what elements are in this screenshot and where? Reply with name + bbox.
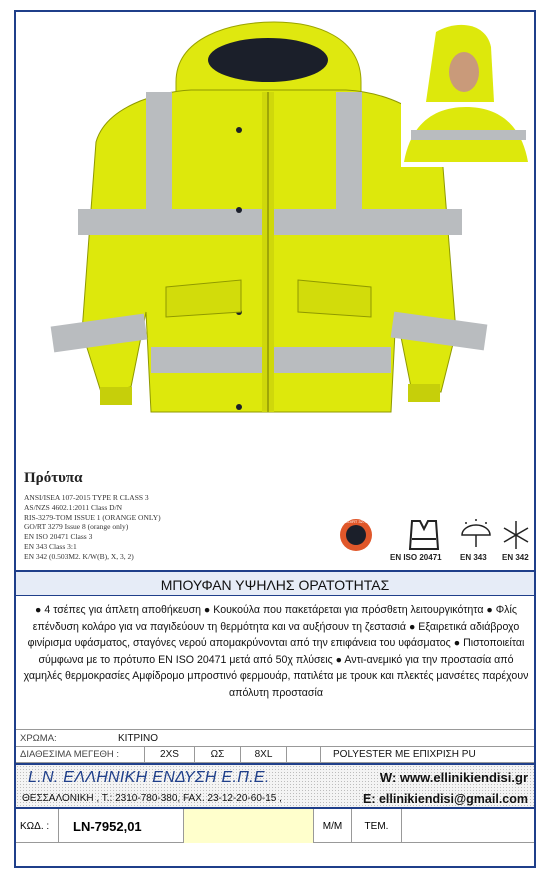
rain-umbrella-icon xyxy=(462,519,490,547)
certification-icons xyxy=(334,515,534,565)
sizes-label: ΔΙΑΘΕΣΙΜΑ ΜΕΓΕΘΗ : xyxy=(20,749,120,760)
product-description: ● 4 τσέπες για άπλετη αποθήκευση ● Κουκούλα που πακετάρεται για πρόσθετη λειτουργικότητα ● Φλίς επένδυση κολάρο για να παγιδεύουν τη θερμότητα και να αυξήσουν τη ζεστασιά ● Εξαιρετικά αδιάβροχο φινίρισμα υφάσματος, σταγόνες νερού απομακρύνονται από την επιφάνεια του υφάσματος ● Πιστοποιείται σύμφωνα με το πρότυπο EN ISO 20471 μετά από 50χ πλύσεις ● Αντι-ανεμικό για την προστασία από χαμηλές θερμοκρασίες Αμφίδρομο μπροστινό φερμουάρ, πατιλέτα με τρουκ και πλεκτές μανσέτες παρέχουν απόλυτη προστασία xyxy=(23,604,529,699)
standard-item: EN ISO 20471 Class 3 xyxy=(24,532,93,542)
bottom-blank-area xyxy=(16,843,534,866)
code-highlight-field[interactable] xyxy=(183,809,313,843)
color-label: ΧΡΩΜΑ: xyxy=(20,732,57,744)
material-value: POLYESTER ΜΕ ΕΠΙΧΡΙΣΗ PU xyxy=(320,747,534,762)
cert-en-343: EN 343 xyxy=(460,553,487,562)
code-label: ΚΩΔ. : xyxy=(20,820,50,832)
standards-heading: Πρότυπα xyxy=(24,470,83,486)
code-row xyxy=(16,809,534,843)
gort-badge-label: GO/RT 3279 xyxy=(344,519,368,524)
size-to: 8XL xyxy=(240,747,286,762)
company-name: L.N. ΕΛΛΗΝΙΚΗ ΕΝΔΥΣΗ Ε.Π.Ε. xyxy=(28,769,270,786)
code-row-blank xyxy=(401,809,534,843)
standard-item: EN 342 (0.503M2. K/W(B), X, 3, 2) xyxy=(24,551,134,561)
unit-value: ΤΕΜ. xyxy=(351,809,401,843)
product-photo xyxy=(16,12,534,462)
snowflake-icon xyxy=(504,521,528,549)
company-email[interactable]: E: ellinikiendisi@gmail.com xyxy=(362,792,528,806)
standard-item: GO/RT 3279 Issue 8 (orange only) xyxy=(24,522,129,532)
jacket-illustration xyxy=(16,12,534,462)
standard-item: EN 343 Class 3:1 xyxy=(24,541,77,551)
cert-en-iso-20471: EN ISO 20471 xyxy=(390,553,442,562)
unit-label: Μ/Μ xyxy=(313,809,351,843)
standards-list xyxy=(24,470,234,562)
cert-en-342: EN 342 xyxy=(502,553,529,562)
color-value: ΚΙΤΡΙΝΟ xyxy=(118,732,159,744)
product-sheet xyxy=(14,10,536,868)
standard-item: ANSI/ISEA 107-2015 TYPE R CLASS 3 xyxy=(24,493,149,502)
standard-item: AS/NZS 4602.1:2011 Class D/N xyxy=(24,502,123,512)
gort-badge-icon xyxy=(340,519,372,551)
product-title: ΜΠΟΥΦΑΝ ΥΨΗΛΗΣ ΟΡΑΤΟΤΗΤΑΣ xyxy=(16,570,534,596)
sizes-row xyxy=(16,746,534,763)
company-address: ΘΕΣΣΑΛΟΝΙΚΗ , Τ.: 2310-780-380, FAX. 23-12-20-60-15 , xyxy=(22,793,282,804)
size-to-word: ΩΣ xyxy=(194,747,240,762)
sizes-spacer xyxy=(286,747,320,762)
company-info xyxy=(16,763,534,809)
color-row xyxy=(16,729,534,746)
code-value: LN-7952,01 xyxy=(58,809,183,843)
hi-vis-vest-icon xyxy=(410,521,438,549)
standard-item: RIS-3279-TOM ISSUE 1 (ORANGE ONLY) xyxy=(24,512,161,522)
worn-jacket-image xyxy=(401,25,531,167)
company-website[interactable]: W: www.ellinikiendisi.gr xyxy=(379,770,528,785)
size-from: 2XS xyxy=(144,747,194,762)
